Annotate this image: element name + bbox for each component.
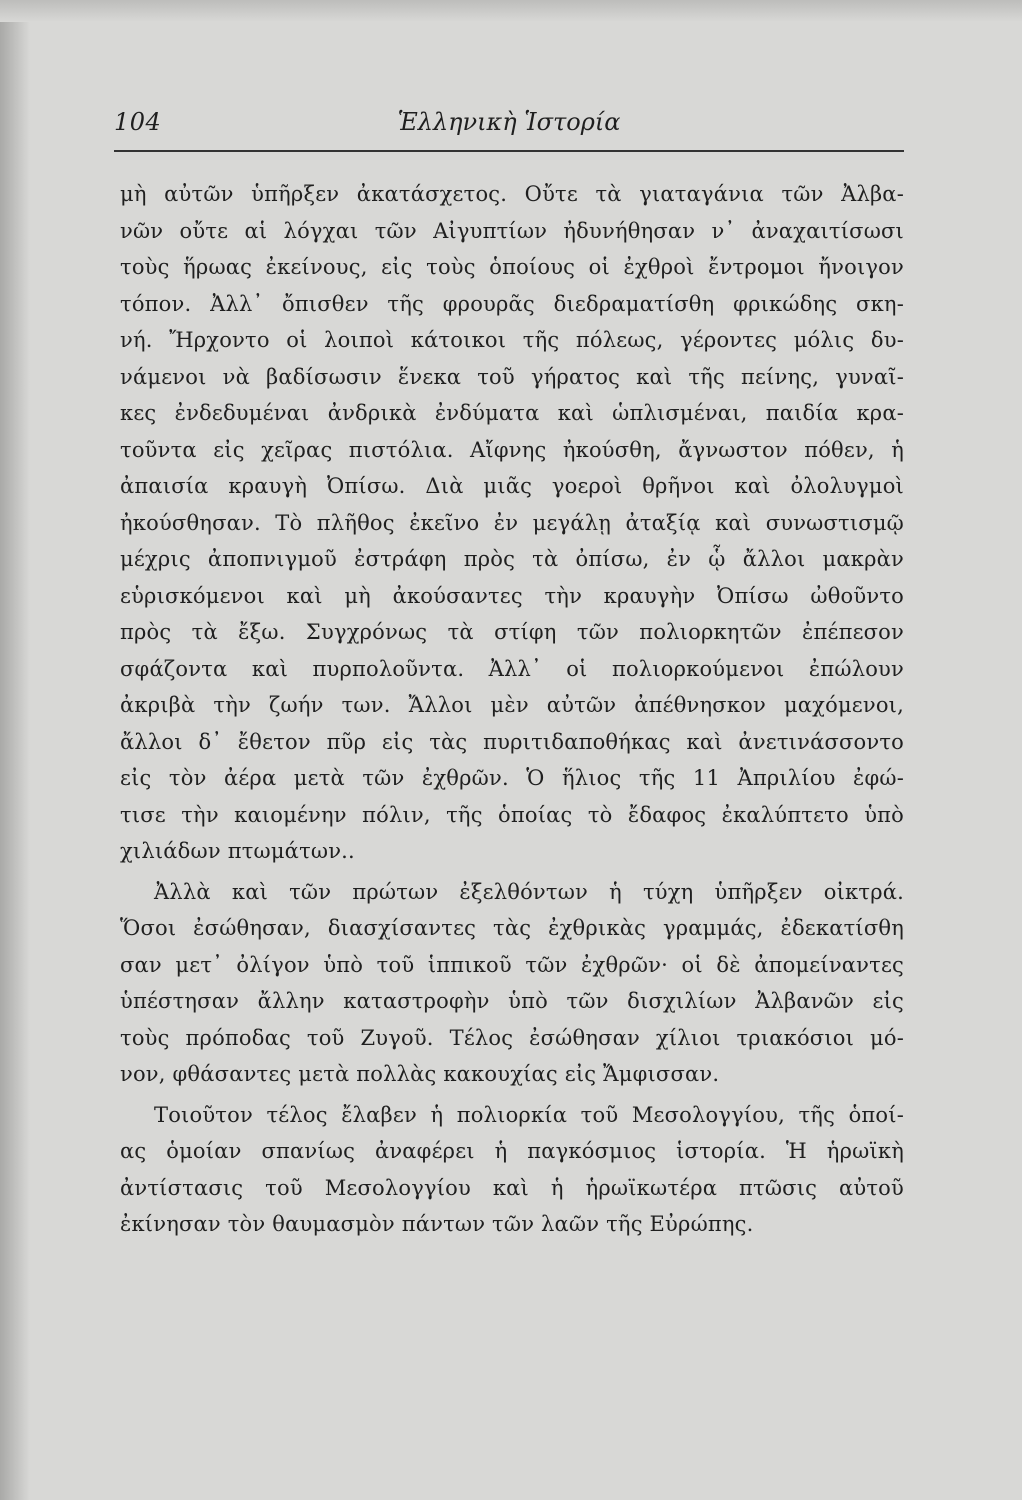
text-line: σφάζοντα καὶ πυρπολοῦντα. Ἀλλ᾿ οἱ πολιορκούμενοι ἐπώλουν xyxy=(120,656,904,681)
header-rule xyxy=(114,150,904,152)
text-line: ἄλλοι δ᾿ ἔθετον πῦρ εἰς τὰς πυριτιδαποθήκας καὶ ἀνετινάσσοντο xyxy=(120,729,904,754)
text-line: νάμενοι νὰ βαδίσωσιν ἕνεκα τοῦ γήρατος καὶ τῆς πείνης, γυναῖ- xyxy=(120,364,904,389)
page-number: 104 xyxy=(114,108,162,136)
text-line: πρὸς τὰ ἔξω. Συγχρόνως τὰ στίφη τῶν πολιορκητῶν ἐπέπεσον xyxy=(120,620,904,644)
page-header xyxy=(114,108,904,156)
book-page xyxy=(70,0,910,1500)
text-line: τισε τὴν καιομένην πόλιν, τῆς ὁποίας τὸ ἔδαφος ἐκαλύπτετο ὑπὸ xyxy=(120,802,904,827)
text-line: τοῦντα εἰς χεῖρας πιστόλια. Αἴφνης ἠκούσθη, ἄγνωστον πόθεν, ἡ xyxy=(120,437,904,462)
text-line: εὑρισκόμενοι καὶ μὴ ἀκούσαντες τὴν κραυγὴν Ὀπίσω ὠθοῦντο xyxy=(120,583,904,608)
text-line: Ἀλλὰ καὶ τῶν πρώτων ἐξελθόντων ἡ τύχη ὑπῆρξεν οἰκτρά. xyxy=(154,879,904,904)
body-text xyxy=(120,176,904,1243)
text-line: εἰς τὸν ἀέρα μετὰ τῶν ἐχθρῶν. Ὁ ἥλιος τῆς 11 Ἀπριλίου ἐφώ- xyxy=(120,766,904,790)
text-line: τοὺς πρόποδας τοῦ Ζυγοῦ. Τέλος ἐσώθησαν χίλιοι τριακόσιοι μό- xyxy=(120,1025,904,1050)
text-line: ἀκριβὰ τὴν ζωήν των. Ἄλλοι μὲν αὐτῶν ἀπέθνησκον μαχόμενοι, xyxy=(120,693,904,717)
text-line: σαν μετ᾿ ὀλίγον ὑπὸ τοῦ ἱππικοῦ τῶν ἐχθρῶν· οἱ δὲ ἀπομείναντες xyxy=(120,952,904,977)
text-line: ὑπέστησαν ἄλλην καταστροφὴν ὑπὸ τῶν δισχιλίων Ἀλβανῶν εἰς xyxy=(120,989,904,1013)
scan-edge-shadow xyxy=(0,0,30,1500)
text-line: μέχρις ἀποπνιγμοῦ ἐστράφη πρὸς τὰ ὀπίσω, ἐν ᾧ ἄλλοι μακρὰν xyxy=(120,547,904,571)
text-line: Τοιοῦτον τέλος ἔλαβεν ἡ πολιορκία τοῦ Μεσολογγίου, τῆς ὁποί- xyxy=(154,1102,904,1127)
text-line: κες ἐνδεδυμέναι ἀνδρικὰ ἐνδύματα καὶ ὡπλισμέναι, παιδία κρα- xyxy=(120,401,904,425)
text-line: νῶν οὔτε αἱ λόγχαι τῶν Αἰγυπτίων ἠδυνήθησαν ν᾿ ἀναχαιτίσωσι xyxy=(120,218,904,243)
text-line: ἐκίνησαν τὸν θαυμασμὸν πάντων τῶν λαῶν τῆς Εὐρώπης. xyxy=(120,1212,754,1236)
text-line: ας ὁμοίαν σπανίως ἀναφέρει ἡ παγκόσμιος ἱστορία. Ἡ ἡρωϊκὴ xyxy=(120,1139,904,1163)
text-line: τόπον. Ἀλλ᾿ ὄπισθεν τῆς φρουρᾶς διεδραματίσθη φρικώδης σκη- xyxy=(120,291,904,316)
running-title: Ἑλληνικὴ Ἱστορία xyxy=(397,108,621,136)
text-line: χιλιάδων πτωμάτων.. xyxy=(120,839,355,863)
text-line: νή. Ἤρχοντο οἱ λοιποὶ κάτοικοι τῆς πόλεως, γέροντες μόλις δυ- xyxy=(120,328,904,352)
text-line: τοὺς ἥρωας ἐκείνους, εἰς τοὺς ὁποίους οἱ ἐχθροὶ ἔντρομοι ἤνοιγον xyxy=(120,255,904,279)
text-line: μὴ αὐτῶν ὑπῆρξεν ἀκατάσχετος. Οὔτε τὰ γιαταγάνια τῶν Ἀλβα- xyxy=(120,182,904,206)
text-line: νον, φθάσαντες μετὰ πολλὰς κακουχίας εἰς Ἄμφισσαν. xyxy=(120,1062,720,1086)
text-line: ἠκούσθησαν. Τὸ πλῆθος ἐκεῖνο ἐν μεγάλῃ ἀταξίᾳ καὶ συνωστισμῷ xyxy=(120,510,904,535)
text-line: ἀντίστασις τοῦ Μεσολογγίου καὶ ἡ ἡρωϊκωτέρα πτῶσις αὐτοῦ xyxy=(120,1175,904,1200)
text-line: Ὅσοι ἐσώθησαν, διασχίσαντες τὰς ἐχθρικὰς γραμμάς, ἐδεκατίσθη xyxy=(120,916,904,940)
text-line: ἀπαισία κραυγὴ Ὀπίσω. Διὰ μιᾶς γοεροὶ θρῆνοι καὶ ὀλολυγμοὶ xyxy=(120,474,904,498)
